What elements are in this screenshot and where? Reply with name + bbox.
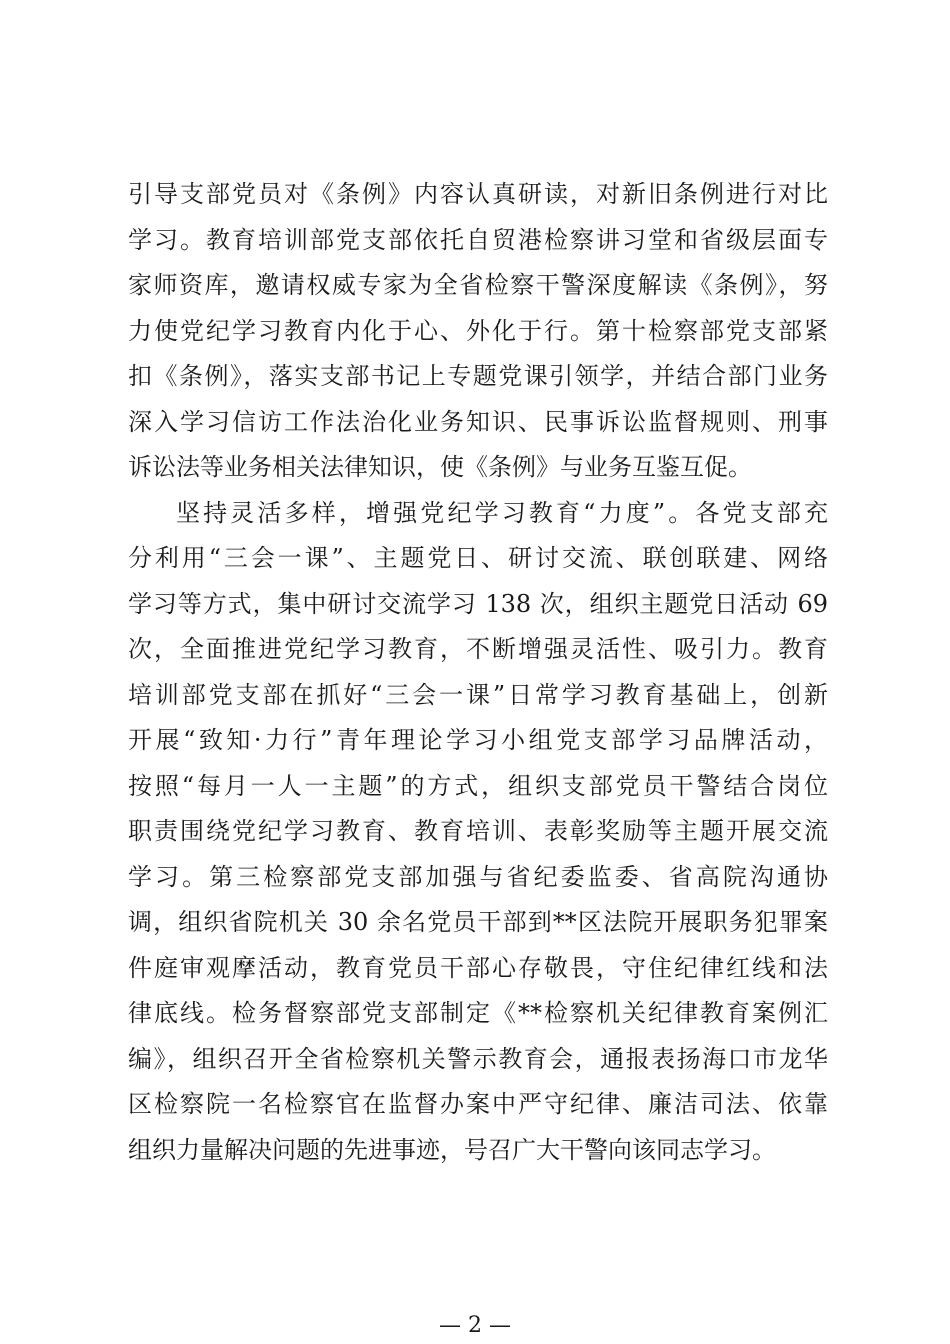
text-line: 调，组织省院机关 30 余名党员干部到**区法院开展职务犯罪案 (128, 908, 828, 936)
text-line: 诉讼法等业务相关法律知识，使《条例》与业务互鉴互促。 (128, 453, 752, 481)
text-line: 学习等方式，集中研讨交流学习 138 次，组织主题党日活动 69 (128, 589, 828, 618)
text-line: 开展“致知·力行”青年理论学习小组党支部学习品牌活动， (128, 726, 828, 754)
text-line: 深入学习信访工作法治化业务知识、民事诉讼监督规则、刑事 (128, 407, 828, 436)
text-line: 扣《条例》，落实支部书记上专题党课引领学，并结合部门业务 (128, 362, 828, 390)
text-line: 培训部党支部在抓好“三会一课”日常学习教育基础上，创新 (128, 680, 828, 709)
text-line: 按照“每月一人一主题”的方式，组织支部党员干警结合岗位 (128, 771, 828, 800)
text-line: 学习。教育培训部党支部依托自贸港检察讲习堂和省级层面专 (128, 225, 828, 254)
text-line: 职责围绕党纪学习教育、教育培训、表彰奖励等主题开展交流 (128, 817, 828, 845)
text-line: 件庭审观摩活动，教育党员干部心存敬畏，守住纪律红线和法 (128, 953, 828, 982)
page-number: — 2 — (439, 1313, 511, 1338)
paragraph-first-line: 坚持灵活多样，增强党纪学习教育“力度”。各党支部充 (176, 498, 828, 527)
text-line: 律底线。检务督察部党支部制定《**检察机关纪律教育案例汇 (128, 999, 828, 1027)
text-line: 次，全面推进党纪学习教育，不断增强灵活性、吸引力。教育 (128, 635, 828, 663)
text-line: 学习。第三检察部党支部加强与省纪委监委、省高院沟通协 (128, 862, 828, 891)
text-line: 分利用“三会一课”、主题党日、研讨交流、联创联建、网络 (128, 544, 828, 572)
text-line: 力使党纪学习教育内化于心、外化于行。第十检察部党支部紧 (128, 316, 828, 345)
text-line: 组织力量解决问题的先进事迹，号召广大干警向该同志学习。 (128, 1135, 776, 1164)
text-line: 区检察院一名检察官在监督办案中严守纪律、廉洁司法、依靠 (128, 1090, 828, 1118)
body-text (128, 172, 828, 1173)
text-line: 编》，组织召开全省检察机关警示教育会，通报表扬海口市龙华 (128, 1044, 828, 1073)
text-line: 家师资库，邀请权威专家为全省检察干警深度解读《条例》，努 (128, 271, 828, 299)
text-line: 引导支部党员对《条例》内容认真研读，对新旧条例进行对比 (128, 180, 828, 208)
